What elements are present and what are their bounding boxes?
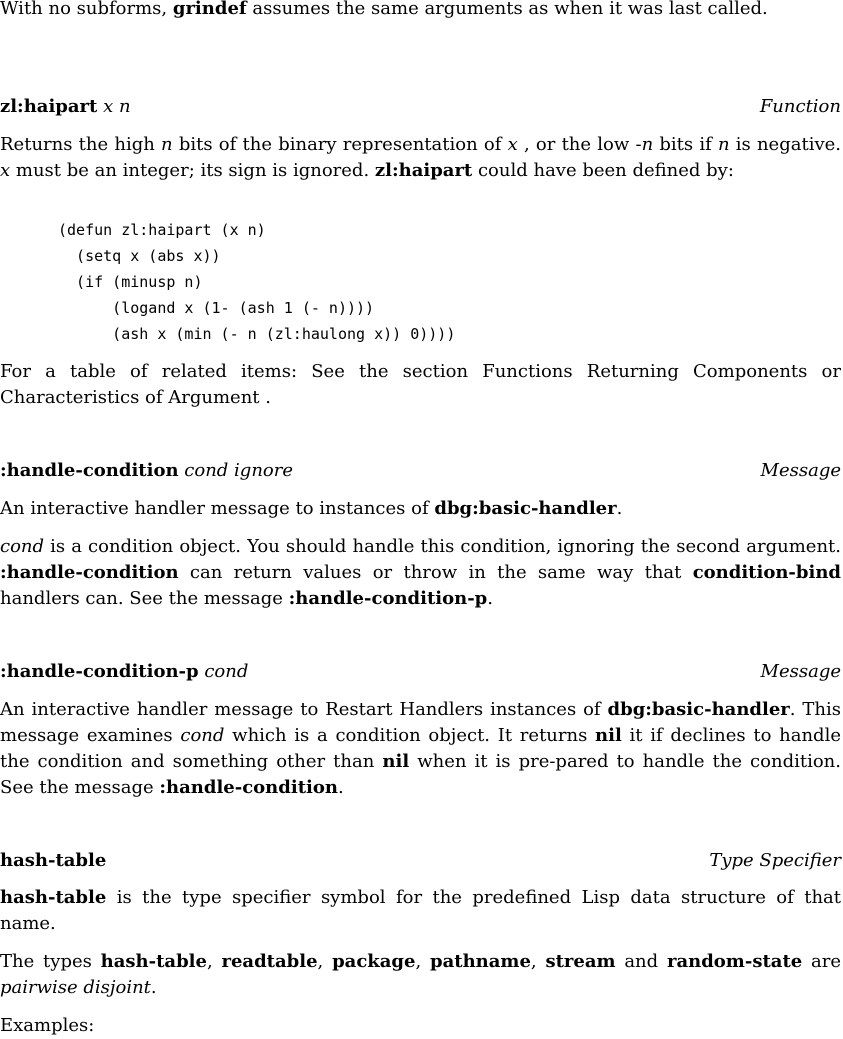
haipart-description	[0, 132, 841, 184]
text-run: ,	[530, 951, 546, 972]
type-ref: hash-table	[100, 951, 207, 972]
text-run: is a condition object. You should handle this condition, ignoring the second argument.	[44, 536, 841, 557]
text-run: is the type specifier symbol for the predefined Lisp data structure of that name.	[0, 887, 841, 934]
handle-condition-p-description	[0, 697, 841, 801]
text-run: ,	[317, 951, 333, 972]
message-ref: :handle-condition	[0, 562, 179, 583]
text-run: . This message examines	[0, 699, 841, 746]
text-run: .	[616, 498, 623, 519]
text-run: can return values or throw in the same way that	[178, 562, 693, 583]
intro-paragraph	[0, 0, 841, 22]
var-x: x	[0, 160, 11, 181]
handle-condition-summary	[0, 496, 841, 522]
hash-table-types-paragraph	[0, 949, 841, 1001]
entry-args: cond ignore	[184, 460, 294, 481]
type-ref: readtable	[221, 951, 318, 972]
var-n: n	[161, 134, 173, 155]
entry-kind: Message	[760, 661, 841, 682]
text-run: could have been defined by:	[472, 160, 734, 181]
text-run: bits of the binary representation of	[172, 134, 508, 155]
text-run: bits if	[653, 134, 718, 155]
var-x: x	[507, 134, 518, 155]
message-ref: :handle-condition-p	[288, 588, 488, 609]
nil-term: nil	[382, 751, 410, 772]
hash-table-description	[0, 885, 841, 937]
entry-args: x n	[103, 96, 131, 117]
message-ref: :handle-condition	[159, 777, 338, 798]
code-line: (defun zl:haipart (x n)	[58, 221, 266, 239]
type-ref: stream	[545, 951, 616, 972]
entry-kind: Function	[759, 96, 841, 117]
code-line: (setq x (abs x))	[58, 247, 221, 265]
text-run: An interactive handler message to Restart Handlers instances of	[0, 699, 608, 720]
var-n: n	[641, 134, 654, 155]
text-run: when it is pre-pared to handle the condition. See the message	[0, 751, 841, 798]
nil-term: nil	[595, 725, 622, 746]
entry-name: zl:haipart	[0, 96, 98, 117]
emphasis: pairwise disjoint	[0, 977, 151, 998]
var-cond: cond	[180, 725, 225, 746]
text-run: Returns the high	[0, 134, 162, 155]
intro-text: With no subforms,	[0, 0, 173, 19]
type-ref: pathname	[430, 951, 531, 972]
code-block	[58, 217, 455, 347]
entry-name: hash-table	[0, 850, 107, 871]
handle-condition-description	[0, 534, 841, 612]
related-items-paragraph: For a table of related items: See the section Functions Returning Components or Characteristics of Argument .	[0, 361, 841, 408]
entry-signature	[0, 849, 106, 873]
entry-signature	[0, 660, 248, 684]
entry-header-handle-condition	[0, 459, 841, 483]
entry-signature	[0, 459, 293, 483]
type-ref: hash-table	[0, 887, 107, 908]
type-ref: random-state	[666, 951, 803, 972]
text-run: .	[487, 588, 493, 609]
entry-header-hash-table	[0, 849, 841, 873]
text-run: An interactive handler message to instances of	[0, 498, 435, 519]
text-run: , or the low -	[517, 134, 642, 155]
entry-kind: Message	[760, 460, 841, 481]
type-ref: package	[332, 951, 416, 972]
entry-kind: Type Specifier	[709, 850, 841, 871]
code-line: (if (minusp n)	[58, 273, 203, 291]
examples-label: Examples:	[0, 1015, 95, 1036]
text-run: handlers can. See the message	[0, 588, 289, 609]
var-n: n	[717, 134, 730, 155]
text-run: .	[337, 777, 344, 798]
text-run: ,	[415, 951, 430, 972]
class-ref: dbg:basic-handler	[607, 699, 790, 720]
text-run: is negative.	[729, 134, 841, 155]
entry-signature	[0, 95, 131, 119]
text-run: The types	[0, 951, 101, 972]
function-ref: condition-bind	[692, 562, 841, 583]
text-run: and	[615, 951, 667, 972]
text-run: which is a condition object. It returns	[224, 725, 596, 746]
entry-name: :handle-condition-p	[0, 661, 199, 682]
entry-name: :handle-condition	[0, 460, 179, 481]
class-ref: dbg:basic-handler	[434, 498, 617, 519]
intro-text-end: assumes the same arguments as when it was last called.	[246, 0, 768, 19]
text-run: are	[802, 951, 842, 972]
text-run: must be an integer; its sign is ignored.	[10, 160, 375, 181]
text-run: it if declines to handle the condition and something other than	[0, 725, 841, 772]
text-run: ,	[206, 951, 222, 972]
function-ref: zl:haipart	[374, 160, 473, 181]
text-run: .	[150, 977, 157, 998]
entry-args: cond	[204, 661, 249, 682]
entry-header-haipart	[0, 95, 841, 119]
entry-header-handle-condition-p	[0, 660, 841, 684]
code-line: (logand x (1- (ash 1 (- n))))	[58, 299, 375, 317]
grindef-term: grindef	[172, 0, 247, 19]
var-cond: cond	[0, 536, 45, 557]
code-line: (ash x (min (- n (zl:haulong x)) 0))))	[58, 325, 456, 343]
